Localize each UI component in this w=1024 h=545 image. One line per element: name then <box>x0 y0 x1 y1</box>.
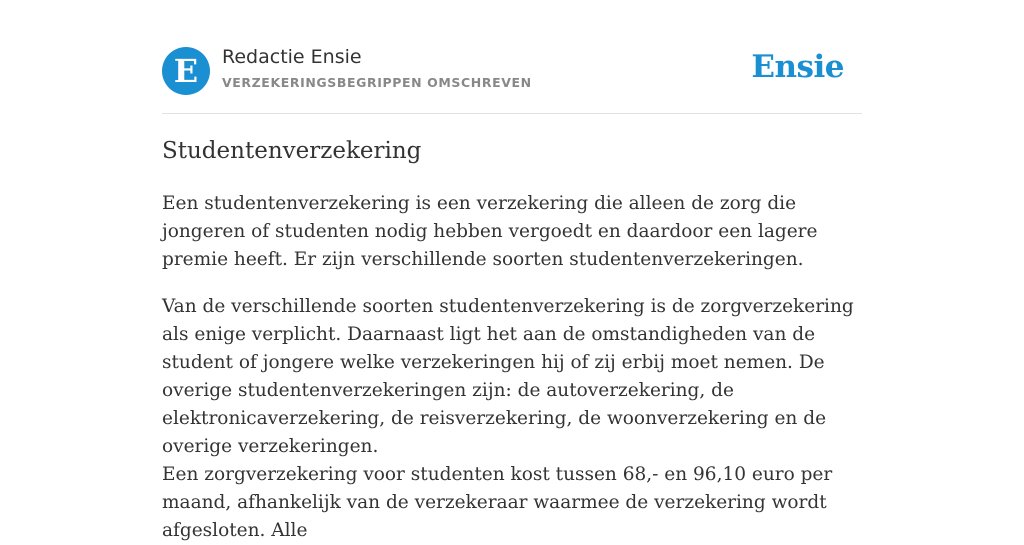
author-avatar[interactable] <box>162 47 210 95</box>
header <box>162 0 862 114</box>
category-label[interactable]: VERZEKERINGSBEGRIPPEN OMSCHREVEN <box>222 75 532 90</box>
paragraph-2: Van de verschillende soorten studentenverzekering is de zorgverzekering als enige verplicht. Daarnaast ligt het aan de omstandigheden van de student of jongere welke verzekeringen hij of zij erbij moet nemen. De overige studentenverzekeringen zijn: de autoverzekering, de elektronicaverzekering, de reisverzekering, de woonverzekering en de overige verzekeringen. <box>162 296 854 457</box>
author-name[interactable]: Redactie Ensie <box>222 46 362 68</box>
content-container <box>162 0 862 541</box>
article-title: Studentenverzekering <box>162 138 422 164</box>
paragraph-1: Een studentenverzekering is een verzekering die alleen de zorg die jongeren of studenten nodig hebben vergoedt en daardoor een lagere premie heeft. Er zijn verschillende soorten studentenverzekeringen. <box>162 193 818 270</box>
avatar-letter: E <box>173 52 199 90</box>
brand-logo[interactable]: Ensie <box>751 49 844 85</box>
paragraph-3: Een zorgverzekering voor studenten kost tussen 68,- en 96,10 euro per maand, afhankelijk van de verzekeraar waarmee de verzekering wordt afgesloten. Alle <box>162 464 833 541</box>
